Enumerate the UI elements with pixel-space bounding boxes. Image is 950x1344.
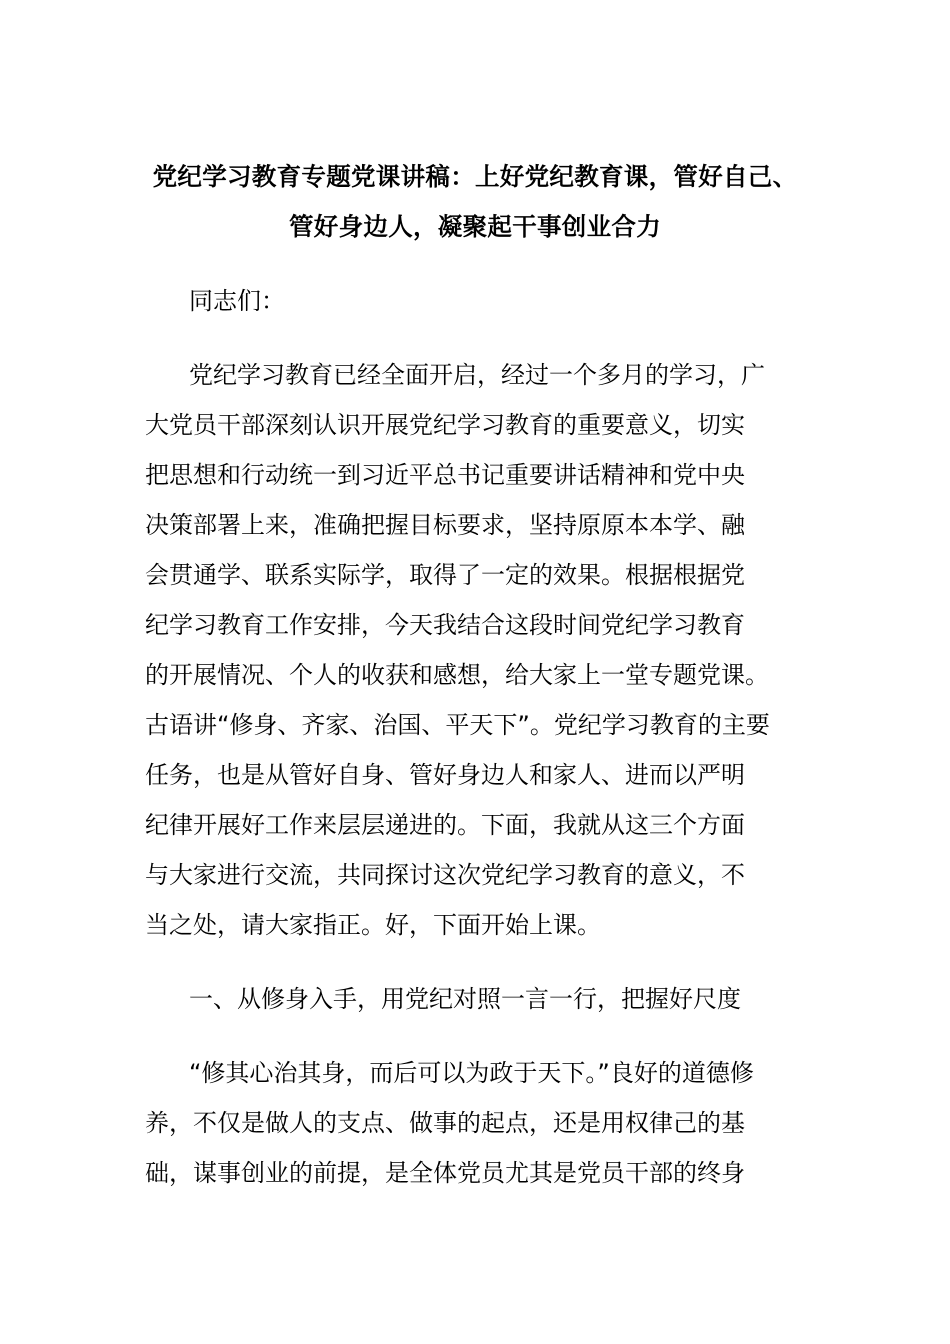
paragraph-2-line-3: 础，谋事创业的前提，是全体党员尤其是党员干部的终身	[145, 1159, 745, 1187]
paragraph-1-line-1: 党纪学习教育已经全面开启，经过一个多月的学习，广	[189, 361, 765, 389]
greeting: 同志们：	[189, 287, 285, 315]
paragraph-1-line-6: 纪学习教育工作安排，今天我结合这段时间党纪学习教育	[145, 611, 745, 639]
paragraph-1-line-2: 大党员干部深刻认识开展党纪学习教育的重要意义，切实	[145, 411, 745, 439]
paragraph-1-line-7: 的开展情况、个人的收获和感想，给大家上一堂专题党课。	[145, 661, 769, 689]
paragraph-1-line-5: 会贯通学、联系实际学，取得了一定的效果。根据根据党	[145, 561, 745, 589]
paragraph-2-line-1: “修其心治其身，而后可以为政于天下。”良好的道德修	[189, 1059, 754, 1087]
document-title-line-1: 党纪学习教育专题党课讲稿：上好党纪教育课，管好自己、	[152, 162, 798, 191]
paragraph-1-line-4: 决策部署上来，准确把握目标要求，坚持原原本本学、融	[145, 511, 745, 539]
paragraph-1-line-3: 把思想和行动统一到习近平总书记重要讲话精神和党中央	[145, 461, 745, 489]
paragraph-1-line-8: 古语讲“修身、齐家、治国、平天下”。党纪学习教育的主要	[145, 711, 770, 739]
paragraph-2-line-2: 养，不仅是做人的支点、做事的起点，还是用权律己的基	[145, 1109, 745, 1137]
paragraph-1-line-10: 纪律开展好工作来层层递进的。下面，我就从这三个方面	[145, 811, 745, 839]
paragraph-1-line-11: 与大家进行交流，共同探讨这次党纪学习教育的意义，不	[145, 861, 745, 889]
paragraph-1-line-12: 当之处，请大家指正。好，下面开始上课。	[145, 911, 601, 939]
section-1-heading: 一、从修身入手，用党纪对照一言一行，把握好尺度	[189, 985, 741, 1013]
paragraph-1-line-9: 任务，也是从管好自身、管好身边人和家人、进而以严明	[145, 761, 745, 789]
document-title-line-2: 管好身边人，凝聚起干事创业合力	[289, 212, 661, 241]
